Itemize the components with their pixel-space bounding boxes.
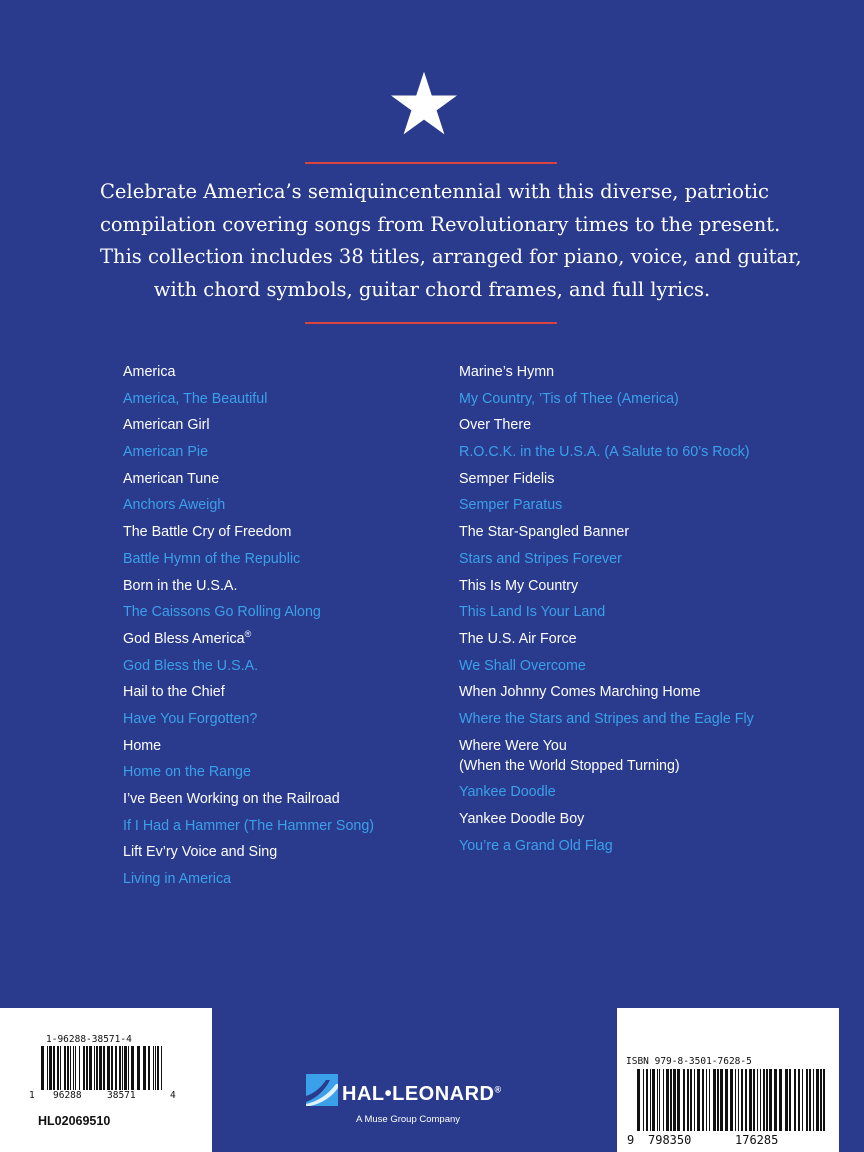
song-title-text: Living in America xyxy=(123,871,232,888)
barcode-bar xyxy=(155,1046,156,1090)
barcode-bar xyxy=(115,1046,117,1090)
barcode-bar xyxy=(798,1069,800,1131)
barcode-bar xyxy=(687,1069,689,1131)
barcode-bar xyxy=(779,1069,782,1131)
publisher-logo xyxy=(306,1071,558,1129)
barcode-bar xyxy=(785,1069,788,1131)
song-title xyxy=(123,762,374,782)
song-title xyxy=(123,869,374,889)
song-title-text: Hail to the Chief xyxy=(123,684,225,701)
song-title-text: This Land Is Your Land xyxy=(459,604,606,621)
publisher-name xyxy=(342,1083,502,1106)
song-title xyxy=(459,602,754,622)
barcode-right xyxy=(637,1069,827,1133)
barcode-bar xyxy=(41,1046,44,1090)
song-title xyxy=(123,362,374,382)
barcode-bar xyxy=(673,1069,676,1131)
song-title-text: The U.S. Air Force xyxy=(459,630,577,647)
song-title xyxy=(459,782,754,802)
song-title-text: Anchors Aweigh xyxy=(123,497,226,514)
barcode-digit-last: 4 xyxy=(170,1090,176,1101)
barcode-bar xyxy=(709,1069,710,1131)
song-title xyxy=(459,495,754,515)
barcode-bar xyxy=(725,1069,728,1131)
barcode-bar xyxy=(802,1069,803,1131)
barcode-bar xyxy=(657,1069,658,1131)
song-title xyxy=(123,656,374,676)
song-title xyxy=(459,522,754,542)
song-title xyxy=(459,682,754,702)
barcode-bar xyxy=(153,1046,154,1090)
barcode-bar xyxy=(161,1046,162,1090)
barcode-digits-group1: 96288 xyxy=(53,1090,82,1101)
barcode-bar xyxy=(57,1046,59,1090)
song-title xyxy=(459,736,754,776)
publisher-name-text: HAL•LEONARD xyxy=(342,1083,495,1105)
song-title-text: You’re a Grand Old Flag xyxy=(459,837,613,854)
song-title-text: Semper Paratus xyxy=(459,497,563,514)
barcode-bar xyxy=(720,1069,723,1131)
song-title-text: Yankee Doodle Boy xyxy=(459,811,585,827)
song-title xyxy=(123,495,374,515)
song-title xyxy=(459,549,754,569)
barcode-bar xyxy=(119,1046,121,1090)
barcode-bar xyxy=(706,1069,707,1131)
barcode-bar xyxy=(122,1046,123,1090)
isbn-text: ISBN 979-8-3501-7628-5 xyxy=(626,1056,752,1067)
barcode-bar xyxy=(60,1046,61,1090)
barcode-bar xyxy=(683,1069,685,1131)
barcode-bar xyxy=(643,1069,644,1131)
song-title-text: American Girl xyxy=(123,417,210,434)
song-title xyxy=(123,549,374,569)
song-title xyxy=(459,415,754,435)
song-title xyxy=(123,789,374,809)
barcode-bar xyxy=(96,1046,98,1090)
registered-mark: ® xyxy=(494,1084,502,1095)
barcode-bar xyxy=(697,1069,700,1131)
star-icon xyxy=(391,64,457,142)
barcode-bar xyxy=(128,1046,129,1090)
barcode-bar xyxy=(73,1046,74,1090)
barcode-bar xyxy=(766,1069,768,1131)
barcode-bar xyxy=(107,1046,110,1090)
barcode-bar xyxy=(820,1069,822,1131)
song-title xyxy=(123,709,374,729)
song-title xyxy=(459,389,754,409)
barcode-bar xyxy=(823,1069,825,1131)
song-title xyxy=(123,682,374,702)
barcode-bar xyxy=(143,1046,146,1090)
song-title xyxy=(123,415,374,435)
publisher-tagline: A Muse Group Company xyxy=(356,1114,461,1125)
song-title xyxy=(123,816,374,836)
barcode-bar xyxy=(94,1046,95,1090)
barcode-bar xyxy=(67,1046,69,1090)
song-title-text: Where the Stars and Stripes and the Eagle Fly xyxy=(459,710,754,727)
barcode-bar xyxy=(157,1046,159,1090)
song-title-text: America xyxy=(123,364,176,380)
song-title-text: American Tune xyxy=(123,470,220,487)
song-title xyxy=(459,576,754,596)
barcode-bar xyxy=(745,1069,747,1131)
barcode-bar xyxy=(753,1069,755,1131)
barcode-bar xyxy=(47,1046,48,1090)
barcode-bar xyxy=(735,1069,736,1131)
song-title xyxy=(459,629,754,649)
song-title xyxy=(123,469,374,489)
barcode-bar xyxy=(813,1069,814,1131)
barcode-bar xyxy=(663,1069,664,1131)
song-title-text: Have You Forgotten? xyxy=(123,710,258,727)
barcode-bar xyxy=(730,1069,733,1131)
barcode-bar xyxy=(774,1069,777,1131)
song-title-text: Stars and Stripes Forever xyxy=(459,550,622,567)
barcode-bar xyxy=(738,1069,739,1131)
barcode-bar xyxy=(694,1069,695,1131)
barcode-bar xyxy=(763,1069,765,1131)
barcode-bar xyxy=(131,1046,134,1090)
song-title xyxy=(123,576,374,596)
barcode-left xyxy=(41,1046,165,1094)
description-blurb xyxy=(100,176,802,306)
song-title-text: When Johnny Comes Marching Home xyxy=(459,684,701,701)
barcode-number-top: 1-96288-38571-4 xyxy=(46,1034,132,1045)
barcode-bar xyxy=(75,1046,76,1090)
barcode-bar xyxy=(89,1046,92,1090)
barcode-bar xyxy=(64,1046,66,1090)
blurb-line: with chord symbols, guitar chord frames, and full lyrics. xyxy=(153,277,711,301)
barcode-bar xyxy=(637,1069,640,1131)
isbn-digit-first: 9 xyxy=(627,1133,635,1147)
song-title xyxy=(123,602,374,622)
barcode-digit-first: 1 xyxy=(29,1090,35,1101)
song-title-text: Over There xyxy=(459,417,532,434)
barcode-bar xyxy=(749,1069,752,1131)
song-title-text: I’ve Been Working on the Railroad xyxy=(123,791,340,807)
barcode-bar xyxy=(666,1069,669,1131)
barcode-bar xyxy=(124,1046,127,1090)
song-title-text: This Is My Country xyxy=(459,577,579,594)
barcode-bar xyxy=(769,1069,772,1131)
song-title-text: Home xyxy=(123,737,162,754)
song-title xyxy=(123,522,374,542)
barcode-bar xyxy=(137,1046,140,1090)
barcode-bar xyxy=(717,1069,719,1131)
song-title xyxy=(459,656,754,676)
song-title xyxy=(459,442,754,462)
barcode-bar xyxy=(789,1069,791,1131)
barcode-bar xyxy=(677,1069,680,1131)
song-title xyxy=(459,362,754,382)
barcode-bar xyxy=(816,1069,819,1131)
song-title xyxy=(459,469,754,489)
barcode-bar xyxy=(86,1046,88,1090)
divider-top xyxy=(305,162,557,164)
song-title-text: My Country, ’Tis of Thee (America) xyxy=(459,390,679,407)
song-title xyxy=(123,389,374,409)
hal-leonard-logo-mark-icon xyxy=(306,1074,338,1106)
blurb-line: compilation covering songs from Revolutionary times to the present. xyxy=(100,212,781,236)
song-title-text: Home on the Range xyxy=(123,764,251,781)
barcode-bar xyxy=(49,1046,52,1090)
song-title xyxy=(123,442,374,462)
barcode-bar xyxy=(760,1069,761,1131)
song-title-text: If I Had a Hammer (The Hammer Song) xyxy=(123,817,375,834)
barcode-bar xyxy=(111,1046,113,1090)
barcode-bar xyxy=(103,1046,105,1090)
barcode-bar xyxy=(659,1069,660,1131)
song-title-text: The Battle Cry of Freedom xyxy=(123,524,292,541)
song-title-text: Born in the U.S.A. xyxy=(123,577,238,594)
isbn-digits-group1: 798350 xyxy=(648,1133,692,1147)
barcode-bar xyxy=(652,1069,655,1131)
barcode-bar xyxy=(702,1069,704,1131)
song-title-text: Battle Hymn of the Republic xyxy=(123,550,301,567)
barcode-bar xyxy=(690,1069,692,1131)
song-title xyxy=(459,836,754,856)
song-title-text: Yankee Doodle xyxy=(459,784,556,801)
song-title-text: The Caissons Go Rolling Along xyxy=(123,604,321,621)
song-title-text: Where Were You (When the World Stopped Turning) xyxy=(459,737,680,774)
barcode-bar xyxy=(646,1069,648,1131)
barcode-bar xyxy=(806,1069,808,1131)
barcode-bar xyxy=(757,1069,758,1131)
song-title-text: Semper Fidelis xyxy=(459,470,555,487)
isbn-digits-group2: 176285 xyxy=(735,1133,779,1147)
barcode-bar xyxy=(79,1046,80,1090)
song-title xyxy=(123,736,374,756)
song-list-right xyxy=(459,362,754,862)
song-title-text: God Bless the U.S.A. xyxy=(123,657,259,674)
song-list-left xyxy=(123,362,374,896)
barcode-bar xyxy=(650,1069,651,1131)
registered-mark: ® xyxy=(244,629,252,640)
barcode-bar xyxy=(794,1069,796,1131)
song-title-text: Lift Ev’ry Voice and Sing xyxy=(123,844,278,861)
barcode-digits-group2: 38571 xyxy=(107,1090,136,1101)
song-title xyxy=(459,709,754,729)
song-title-text: R.O.C.K. in the U.S.A. (A Salute to 60’s Rock) xyxy=(459,444,750,461)
barcode-bar xyxy=(148,1046,150,1090)
barcode-bar xyxy=(713,1069,716,1131)
barcode-bar xyxy=(70,1046,71,1090)
barcode-bar xyxy=(741,1069,743,1131)
barcode-bar xyxy=(809,1069,811,1131)
barcode-bar xyxy=(670,1069,672,1131)
barcode-bar xyxy=(83,1046,85,1090)
song-title-text: Marine’s Hymn xyxy=(459,364,555,380)
song-title-text: The Star-Spangled Banner xyxy=(459,524,630,541)
song-title-text: God Bless America xyxy=(123,630,245,647)
blurb-line: This collection includes 38 titles, arranged for piano, voice, and guitar, xyxy=(100,245,802,268)
song-title xyxy=(123,842,374,862)
blurb-line: Celebrate America’s semiquincentennial with this diverse, patriotic xyxy=(100,180,769,203)
song-title-text: American Pie xyxy=(123,444,209,461)
divider-bottom xyxy=(305,322,557,324)
song-title xyxy=(459,809,754,829)
item-number: HL02069510 xyxy=(38,1114,111,1128)
song-title-text: We Shall Overcome xyxy=(459,657,586,674)
barcode-bar xyxy=(53,1046,55,1090)
song-title-text: America, The Beautiful xyxy=(123,390,268,407)
song-title xyxy=(123,629,374,649)
barcode-bar xyxy=(99,1046,102,1090)
